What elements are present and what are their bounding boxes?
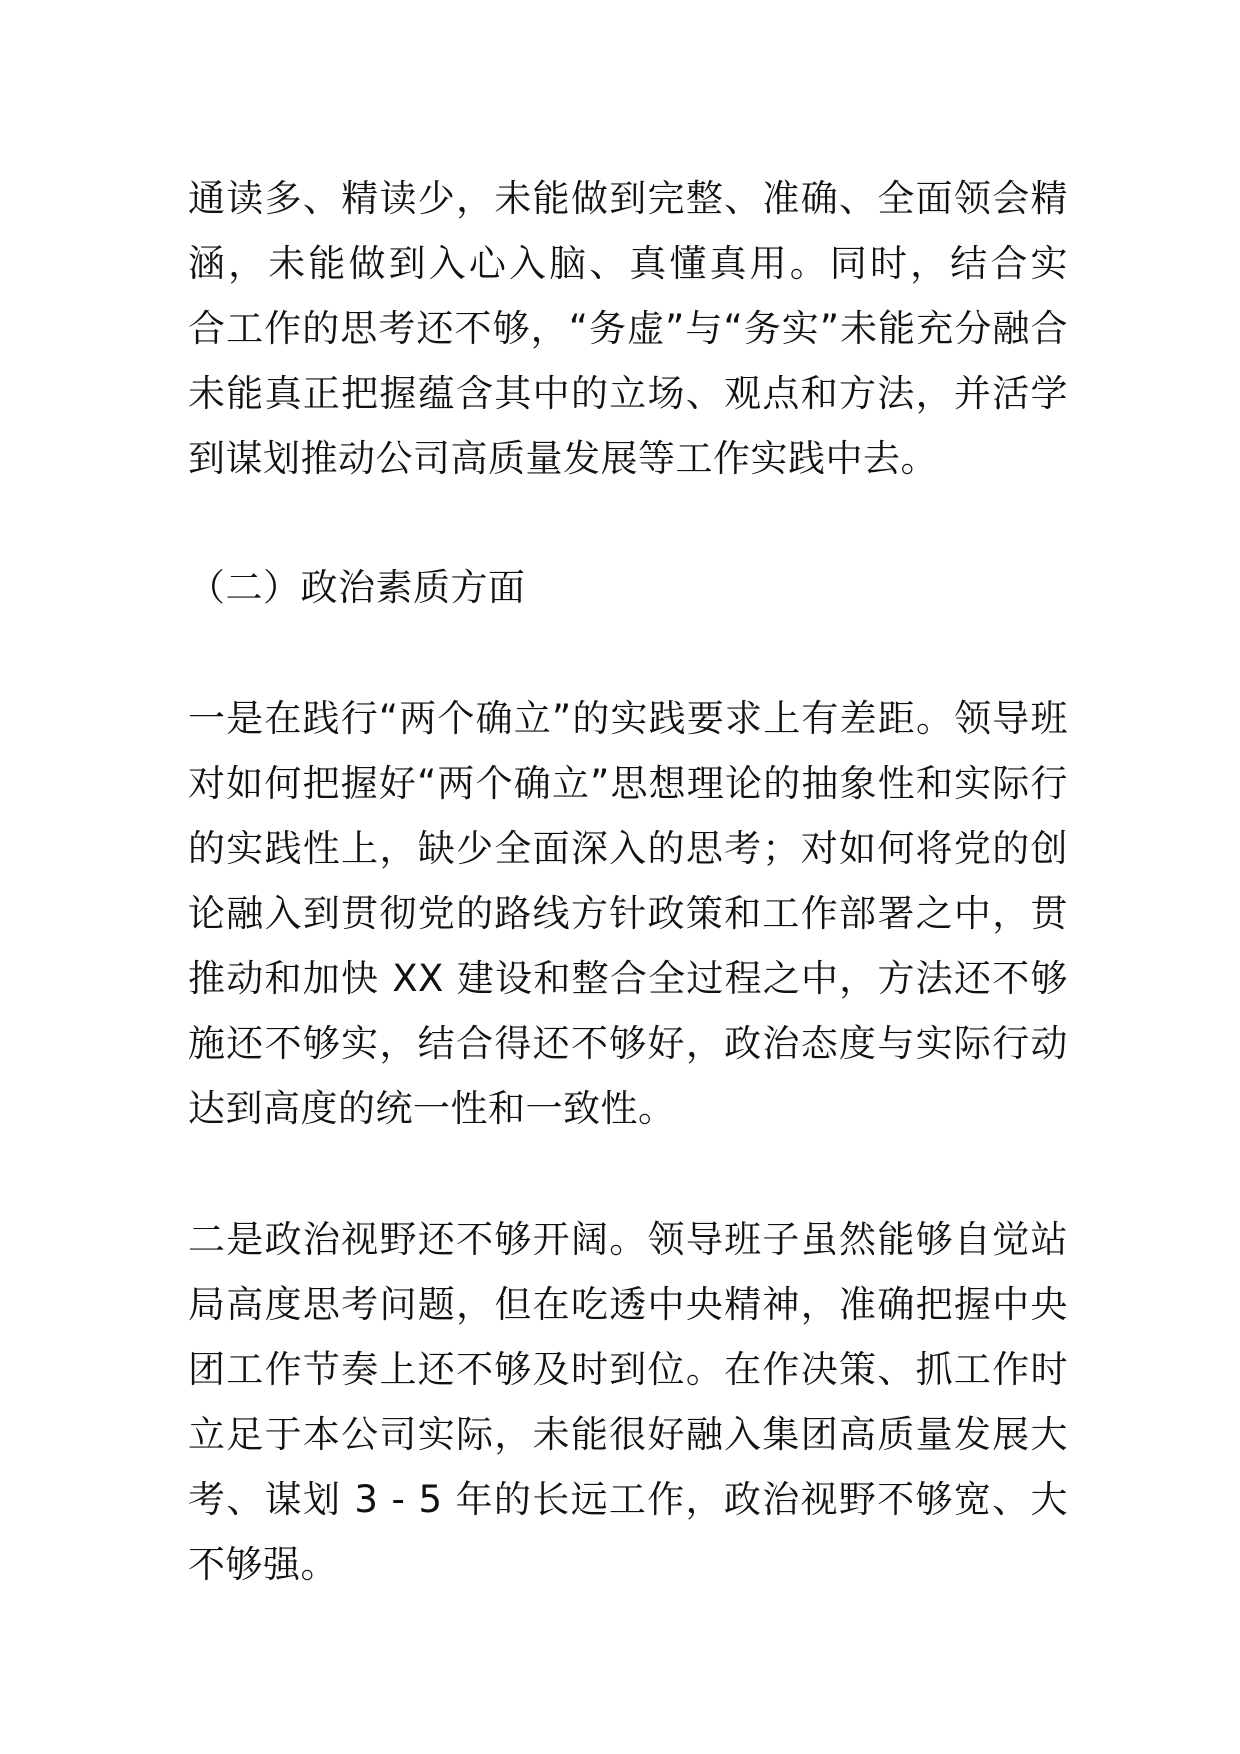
paragraph-line: 通读多、精读少，未能做到完整、准确、全面领会精: [188, 177, 1068, 220]
section-heading-text: （二）政治素质方面: [188, 566, 526, 609]
paragraph-study-shortcomings: [188, 166, 1068, 491]
paragraph-line: 不够强。: [188, 1543, 338, 1586]
paragraph-line: 合工作的思考还不够，“务虚”与“务实”未能充分融合: [188, 307, 1068, 350]
paragraph-line: 达到高度的统一性和一致性。: [188, 1087, 676, 1130]
paragraph-line: 局高度思考问题，但在吃透中央精神，准确把握中央: [188, 1283, 1068, 1326]
section-heading: [188, 555, 1068, 620]
paragraph-line: 涵，未能做到入心入脑、真懂真用。同时，结合实: [188, 242, 1068, 285]
paragraph-line: 对如何把握好“两个确立”思想理论的抽象性和实际行: [188, 762, 1068, 805]
paragraph-line: 到谋划推动公司高质量发展等工作实践中去。: [188, 437, 938, 480]
paragraph-political-vision: [188, 1207, 1068, 1597]
paragraph-line: 的实践性上，缺少全面深入的思考；对如何将党的创: [188, 827, 1068, 870]
paragraph-line: 论融入到贯彻党的路线方针政策和工作部署之中，贯: [188, 892, 1068, 935]
paragraph-line: 一是在践行“两个确立”的实践要求上有差距。领导班: [188, 697, 1068, 740]
paragraph-line: 未能真正把握蕴含其中的立场、观点和方法，并活学: [188, 372, 1068, 415]
paragraph-line: 施还不够实，结合得还不够好，政治态度与实际行动: [188, 1022, 1068, 1065]
paragraph-two-establishments: [188, 686, 1068, 1141]
paragraph-line: 立足于本公司实际，未能很好融入集团高质量发展大: [188, 1413, 1068, 1456]
paragraph-line: 团工作节奏上还不够及时到位。在作决策、抓工作时: [188, 1348, 1068, 1391]
paragraph-line: 推动和加快 XX 建设和整合全过程之中，方法还不够: [188, 957, 1068, 1000]
paragraph-line: 二是政治视野还不够开阔。领导班子虽然能够自觉站: [188, 1218, 1068, 1261]
paragraph-line: 考、谋划 3 - 5 年的长远工作，政治视野不够宽、大: [188, 1478, 1068, 1521]
